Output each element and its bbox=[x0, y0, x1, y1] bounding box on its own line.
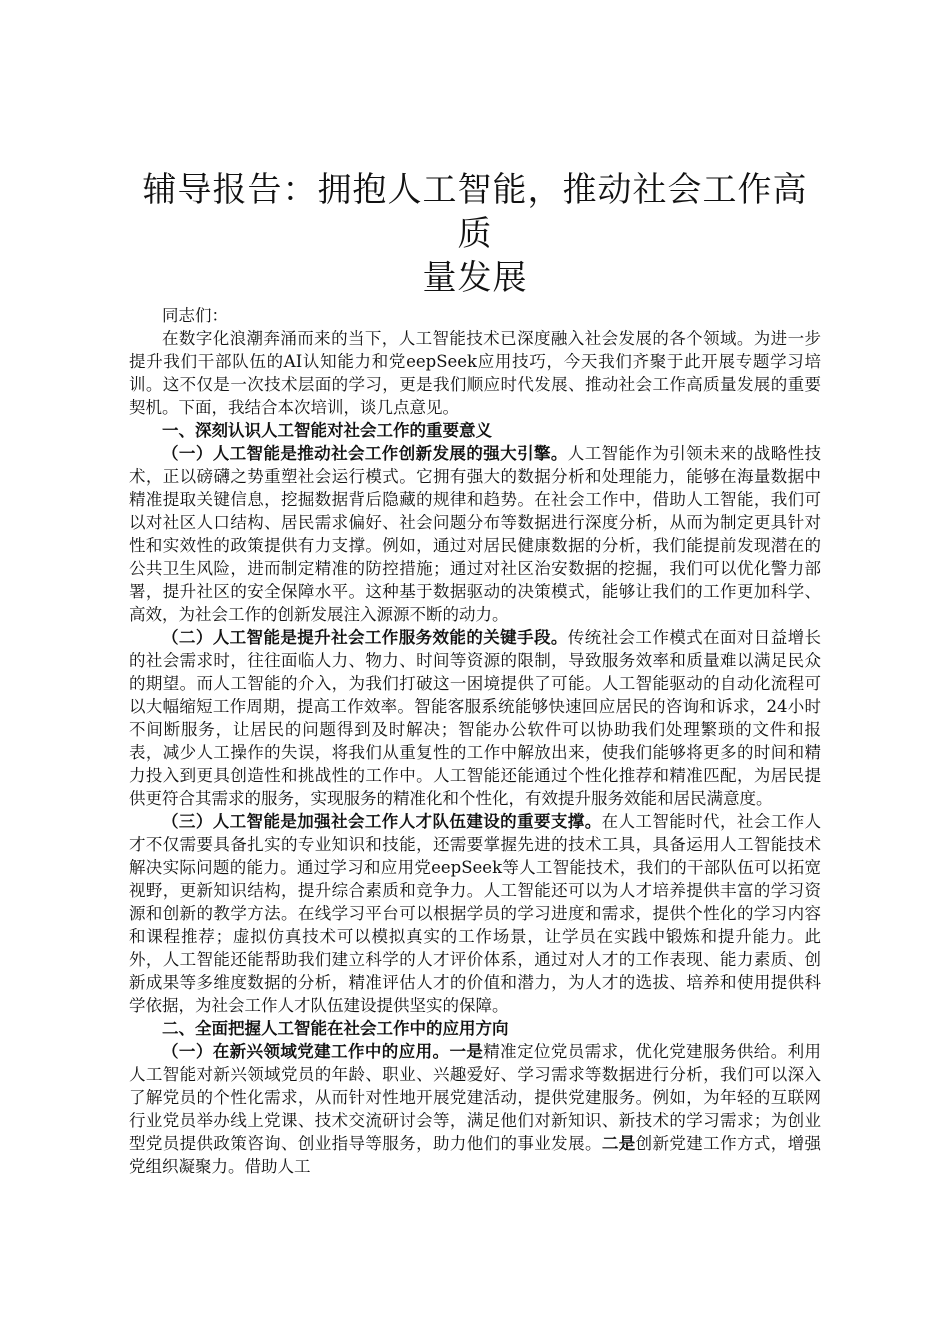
document-page bbox=[129, 168, 821, 1178]
section-2-heading: 二、全面把握人工智能在社会工作中的应用方向 bbox=[162, 1019, 509, 1038]
paragraph-1-3 bbox=[129, 810, 821, 1017]
paragraph-2-1-em-2: 二是 bbox=[601, 1134, 636, 1153]
paragraph-2-1 bbox=[129, 1040, 821, 1178]
paragraph-1-1-body: 人工智能作为引领未来的战略性技术，正以磅礴之势重塑社会运行模式。它拥有强大的数据分析和处理能力，能够在海量数据中精准提取关键信息，挖掘数据背后隐藏的规律和趋势。在社会工作中，借助人工智能，我们可以对社区人口结构、居民需求偏好、社会问题分布等数据进行深度分析，从而为制定更具针对性和实效性的政策提供有力支撑。例如，通过对居民健康数据的分析，我们能提前发现潜在的公共卫生风险，进而制定精准的防控措施；通过对社区治安数据的挖掘，我们可以优化警力部署，提升社区的安全保障水平。这种基于数据驱动的决策模式，能够让我们的工作更加科学、高效，为社会工作的创新发展注入源源不断的动力。 bbox=[129, 444, 822, 624]
paragraph-1-2-body: 传统社会工作模式在面对日益增长的社会需求时，往往面临人力、物力、时间等资源的限制，导致服务效率和质量难以满足民众的期望。而人工智能的介入，为我们打破这一困境提供了可能。人工智能驱动的自动化流程可以大幅缩短工作周期，提高工作效率。智能客服系统能够快速回应居民的咨询和诉求，24小时不间断服务，让居民的问题得到及时解决；智能办公软件可以协助我们处理繁琐的文件和报表，减少人工操作的失误，将我们从重复性的工作中解放出来，使我们能够将更多的时间和精力投入到更具创造性和挑战性的工作中。人工智能还能通过个性化推荐和精准匹配，为居民提供更符合其需求的服务，实现服务的精准化和个性化，有效提升服务效能和居民满意度。 bbox=[129, 628, 822, 808]
paragraph-2-1-body-1: 精准定位党员需求，优化党建服务供给。利用人工智能对新兴领域党员的年龄、职业、兴趣爱好、学习需求等数据进行分析，我们可以深入了解党员的个性化需求，从而针对性地开展党建活动，提供党建服务。例如，为年轻的互联网行业党员举办线上党课、技术交流研讨会等，满足他们对新知识、新技术的学习需求；为创业型党员提供政策咨询、创业指导等服务，助力他们的事业发展。 bbox=[129, 1042, 822, 1153]
paragraph-1-1 bbox=[129, 442, 821, 626]
paragraph-1-2-lead: （二）人工智能是提升社会工作服务效能的关键手段。 bbox=[162, 628, 568, 647]
paragraph-1-3-lead: （三）人工智能是加强社会工作人才队伍建设的重要支撑。 bbox=[162, 812, 602, 831]
paragraph-1-3-body: 在人工智能时代，社会工作人才不仅需要具备扎实的专业知识和技能，还需要掌握先进的技术工具，具备运用人工智能技术解决实际问题的能力。通过学习和应用党eepSeek等人工智能技术，我们的干部队伍可以拓宽视野，更新知识结构，提升综合素质和竞争力。人工智能还可以为人才培养提供丰富的学习资源和创新的教学方法。在线学习平台可以根据学员的学习进度和需求，提供个性化的学习内容和课程推荐；虚拟仿真技术可以模拟真实的工作场景，让学员在实践中锻炼和提升能力。此外，人工智能还能帮助我们建立科学的人才评价体系，通过对人才的工作表现、能力素质、创新成果等多维度数据的分析，精准评估人才的价值和潜力，为人才的选拔、培养和使用提供科学依据，为社会工作人才队伍建设提供坚实的保障。 bbox=[129, 812, 822, 1015]
paragraph-2-1-em-1: 一是 bbox=[449, 1042, 484, 1061]
title-line-1: 辅导报告：拥抱人工智能，推动社会工作高质 bbox=[142, 170, 808, 254]
paragraph-1-2 bbox=[129, 626, 821, 810]
paragraph-1-1-lead: （一）人工智能是推动社会工作创新发展的强大引擎。 bbox=[162, 444, 568, 463]
intro-paragraph: 在数字化浪潮奔涌而来的当下，人工智能技术已深度融入社会发展的各个领域。为进一步提升我们干部队伍的AI认知能力和党eepSeek应用技巧，今天我们齐聚于此开展专题学习培训。这不仅是一次技术层面的学习，更是我们顺应时代发展、推动社会工作高质量发展的重要契机。下面，我结合本次培训，谈几点意见。 bbox=[129, 329, 821, 417]
paragraph-2-1-body-2: 创新党建工作方式，增强党组织凝聚力。借助人工 bbox=[129, 1134, 822, 1176]
title-line-2: 量发展 bbox=[422, 258, 528, 298]
salutation: 同志们： bbox=[162, 306, 228, 325]
paragraph-2-1-lead: （一）在新兴领域党建工作中的应用。 bbox=[162, 1042, 450, 1061]
document-title bbox=[129, 168, 821, 300]
section-1-heading: 一、深刻认识人工智能对社会工作的重要意义 bbox=[162, 421, 492, 440]
